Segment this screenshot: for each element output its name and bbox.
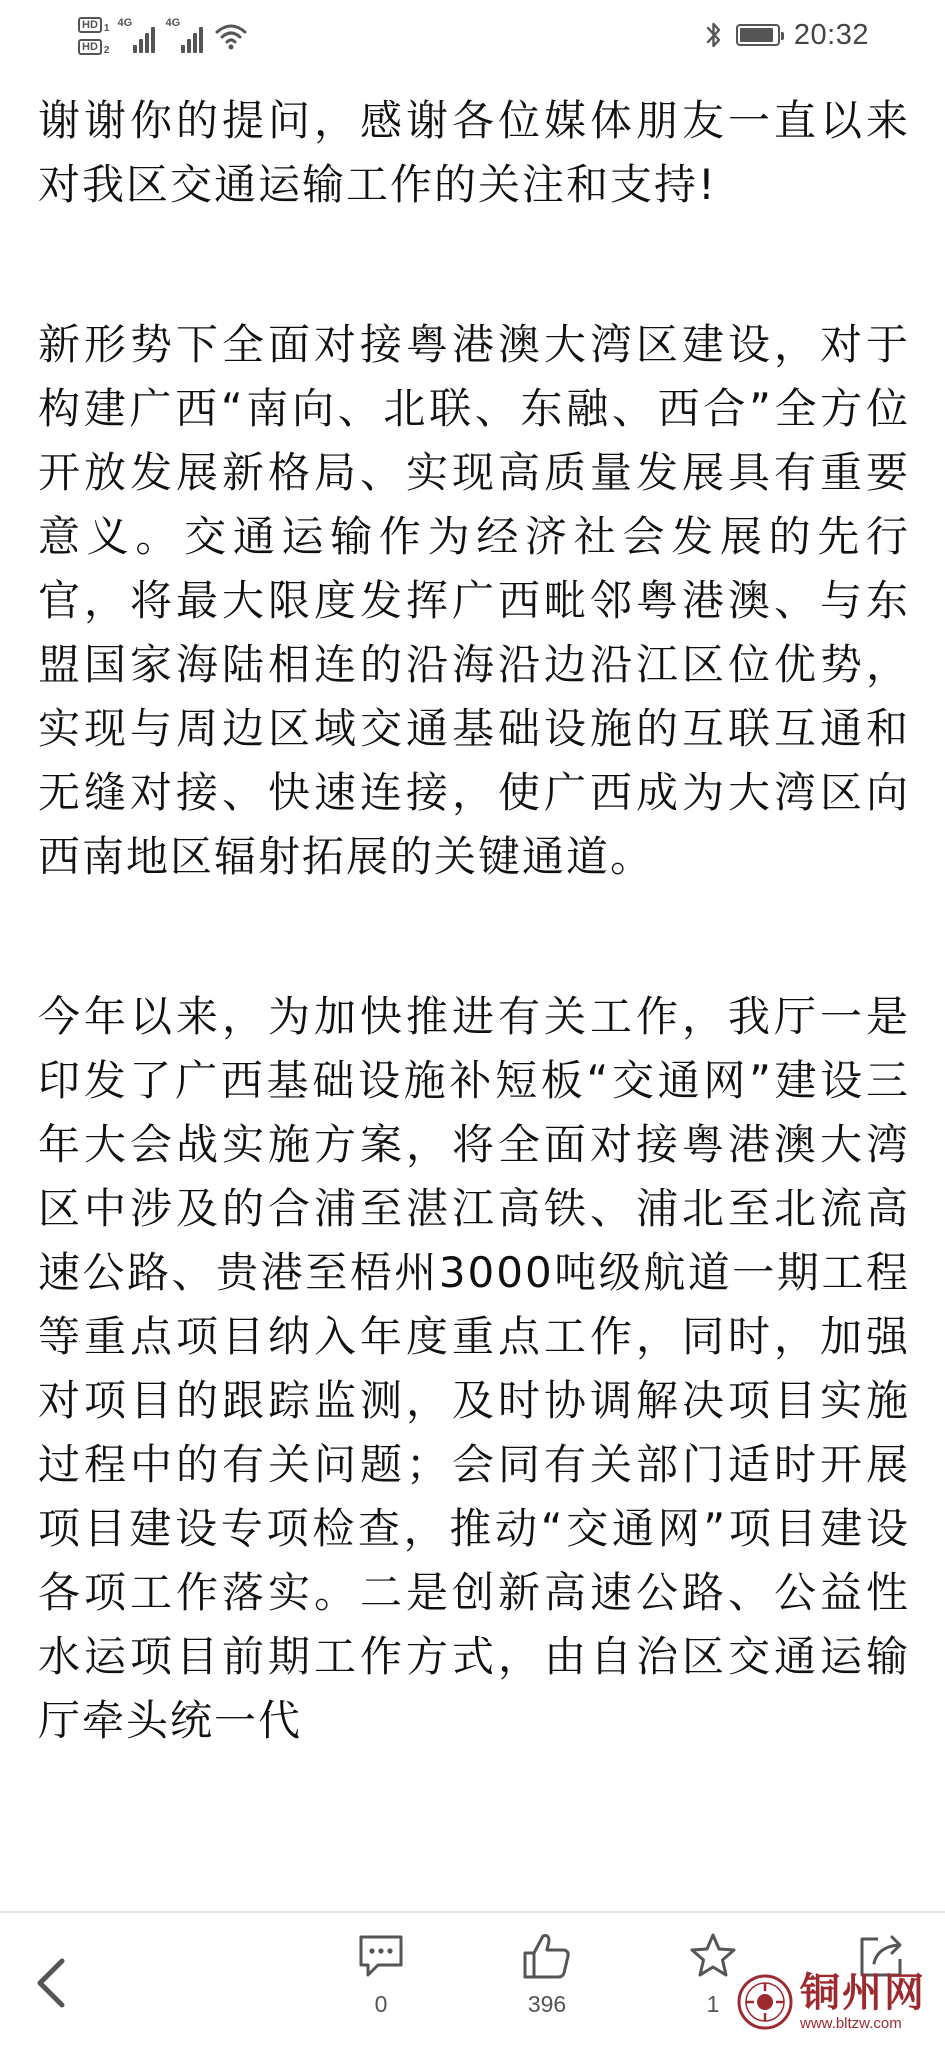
article-paragraph: 谢谢你的提问，感谢各位媒体朋友一直以来对我区交通运输工作的关注和支持! [38,96,910,209]
hd-sim1-label: HD [78,17,102,33]
article-paragraph: 新形势下全面对接粤港澳大湾区建设，对于构建广西“南向、北联、东融、西合”全方位开放发展新格局、实现高质量发展具有重要意义。交通运输作为经济社会发展的先行官，将最大限度发挥广西毗邻粤港澳、与东盟国家海陆相连的沿海沿边沿江区位优势，实现与周边区域交通基础设施的互联互通和无缝对接、快速连接，使广西成为大湾区向西南地区辐射拓展的关键通道。 [38,320,910,881]
signal-bar [187,39,191,53]
like-button[interactable] [497,1931,597,2018]
hd-sim1-icon [78,16,109,34]
site-watermark [736,1958,941,2046]
comment-icon [356,1931,406,1981]
status-bar [0,0,945,68]
battery-icon [736,24,780,46]
wifi-icon [215,21,247,51]
star-icon [687,1931,739,1981]
bluetooth-icon [706,21,722,49]
article-body[interactable] [38,89,910,1909]
article-paragraph: 今年以来，为加快推进有关工作，我厅一是印发了广西基础设施补短板“交通网”建设三年大会战实施方案，将全面对接粤港澳大湾区中涉及的合浦至湛江高铁、浦北至北流高速公路、贵港至梧州3000吨级航道一期工程等重点项目纳入年度重点工作，同时，加强对项目的跟踪监测，及时协调解决项目实施过程中的有关问题；会同有关部门适时开展项目建设专项检查，推动“交通网”项目建设各项工作落实。二是创新高速公路、公益性水运项目前期工作方式，由自治区交通运输厅牵头统一代 [38,992,910,1745]
hd-sim2-number: 2 [103,44,110,56]
watermark-name: 铜州网 [800,1969,926,2016]
like-count: 396 [527,1991,567,2017]
signal-bar [145,33,149,53]
watermark-seal-icon [736,1973,794,2031]
signal-bar [193,33,197,53]
hd-indicators [78,16,109,56]
favorite-count: 1 [706,1991,720,2017]
watermark-text [800,1971,926,2033]
signal1-network-type: 4G [117,17,133,29]
signal2-network-type: 4G [165,17,181,29]
status-bar-left [78,10,247,62]
signal-bar [151,27,155,53]
comment-button[interactable] [331,1931,431,2018]
signal-bar [181,45,185,53]
signal-bar [139,39,143,53]
watermark-url: www.bltzw.com [800,2015,902,2032]
signal-bar [133,45,137,53]
status-bar-right [706,12,869,58]
hd-sim1-number: 1 [103,22,110,34]
back-button[interactable] [30,1953,76,2013]
signal-bar [199,27,203,53]
hd-sim2-label: HD [78,39,102,55]
battery-level [740,28,773,42]
signal1-icon [119,19,157,53]
comment-count: 0 [374,1991,388,2017]
status-time: 20:32 [793,18,869,51]
hd-sim2-icon [78,38,109,56]
back-arrow-icon [30,1953,76,2013]
thumbs-up-icon [521,1931,573,1981]
signal2-icon [167,19,205,53]
